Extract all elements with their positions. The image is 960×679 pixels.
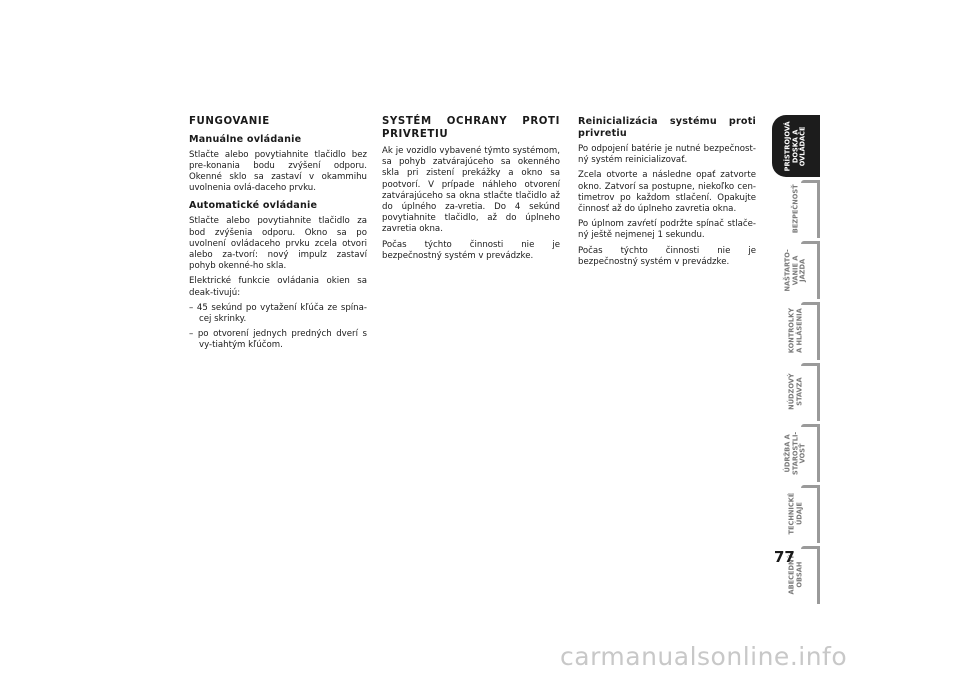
tab-label: ABECEDNÝ OBSAH [787,555,803,595]
subheading-manual: Manuálne ovládanie [189,133,302,145]
tab-label: NÚDZOVÝ STAVZA [787,373,803,411]
chapter-tabs [772,115,820,607]
tab-safety[interactable] [772,180,820,238]
paragraph: Po úplnom zavŕetí podržte spínač stlače-ný ještě nejmenej 1 sekundu. [578,219,756,241]
tab-dashboard-controls[interactable] [772,115,820,177]
tab-divider [817,363,820,421]
column-anti-pinch [382,116,560,266]
paragraph-deactivation: Elektrické funkcie ovládania okien sa deak-tivujú: [189,276,367,298]
paragraph: Zcela otvorte a následne opať zatvorte okno. Zatvorí sa postupne, niekoľko cen-timetrov po každom stlačení. Opakujte činnosť až do úplneho zavretia okna. [578,170,756,215]
list-item: – po otvorení jednych predných dverí s vy-tiahtým kľúčom. [189,329,367,351]
tab-divider [817,424,820,482]
tab-label: KONTROLKY A HLÁSENIA [787,308,803,354]
paragraph: Po odpojení batérie je nutné bezpečnost-ný systém reinicializovať. [578,144,756,166]
subheading-reinit: Reinicializácia systému proti privretiu [578,116,756,139]
paragraph-manual: Stlačte alebo povytiahnite tlačidlo bez pre-konania bodu zvýšení odporu. Okenné sklo sa zastaví v okammihu uvolnenia ovlá-daceho prvku. [189,149,367,194]
paragraph-automatic: Stlačte alebo povytiahnite tlačidlo za bod zvýšenia odporu. Okno sa po uvolnení ovládaceho prvku zcela otvori alebo za-tvorí: nový impulz zastaví pohyb okenné-ho skla. [189,216,367,272]
tab-maintenance[interactable] [772,424,820,482]
tab-divider [817,485,820,543]
paragraph: Počas týchto činnosti nie je bezpečnostný systém v prevádzke. [578,245,756,267]
tab-label: PRÍSTROJOVÁ DOSKA A OVLÁDAČE [783,121,807,171]
paragraph: Ak je vozidlo vybavené týmto systémom, sa pohyb zatvárajúceho sa okenného skla pri zistení prekážky a okno sa pootvorí. V prípade náhleho otvorení zatvárajúceho sa okna stlačte tlačidlo až do úplného za-vretia. Do 4 sekúnd povytiahnite tlačidlo, až do úplneho zavretia okna. [382,146,560,235]
tab-label: BEZPEČNOSŤ [791,184,800,234]
section-heading: SYSTÉM OCHRANY PROTI PRIVRETIU [382,116,560,140]
tab-divider [817,180,820,238]
section-heading: FUNGOVANIE [189,116,270,127]
tab-divider [817,302,820,360]
tab-divider [817,546,820,604]
tab-emergency[interactable] [772,363,820,421]
tab-label: NAŠTARTO- VANIE A JAZDA [783,248,807,292]
tab-warning-lights[interactable] [772,302,820,360]
watermark: carmanualsonline.info [560,642,848,671]
tab-label: ÚDRŽBA A STAROSTLI- VOSŤ [783,431,807,475]
subheading-automatic: Automatické ovládanie [189,200,318,212]
tab-technical-data[interactable] [772,485,820,543]
paragraph: Počas týchto činnosti nie je bezpečnostný systém v prevádzke. [382,239,560,261]
column-reinitialization [578,116,756,272]
list-item: – 45 sekúnd po vytažení kľúča ze spína-cej skrinky. [189,302,367,324]
page-number: 77 [774,548,795,566]
tab-label: TECHNICKÉ ÚDAJE [787,493,803,535]
tab-starting-driving[interactable] [772,241,820,299]
column-functioning [189,116,367,356]
tab-divider [817,241,820,299]
